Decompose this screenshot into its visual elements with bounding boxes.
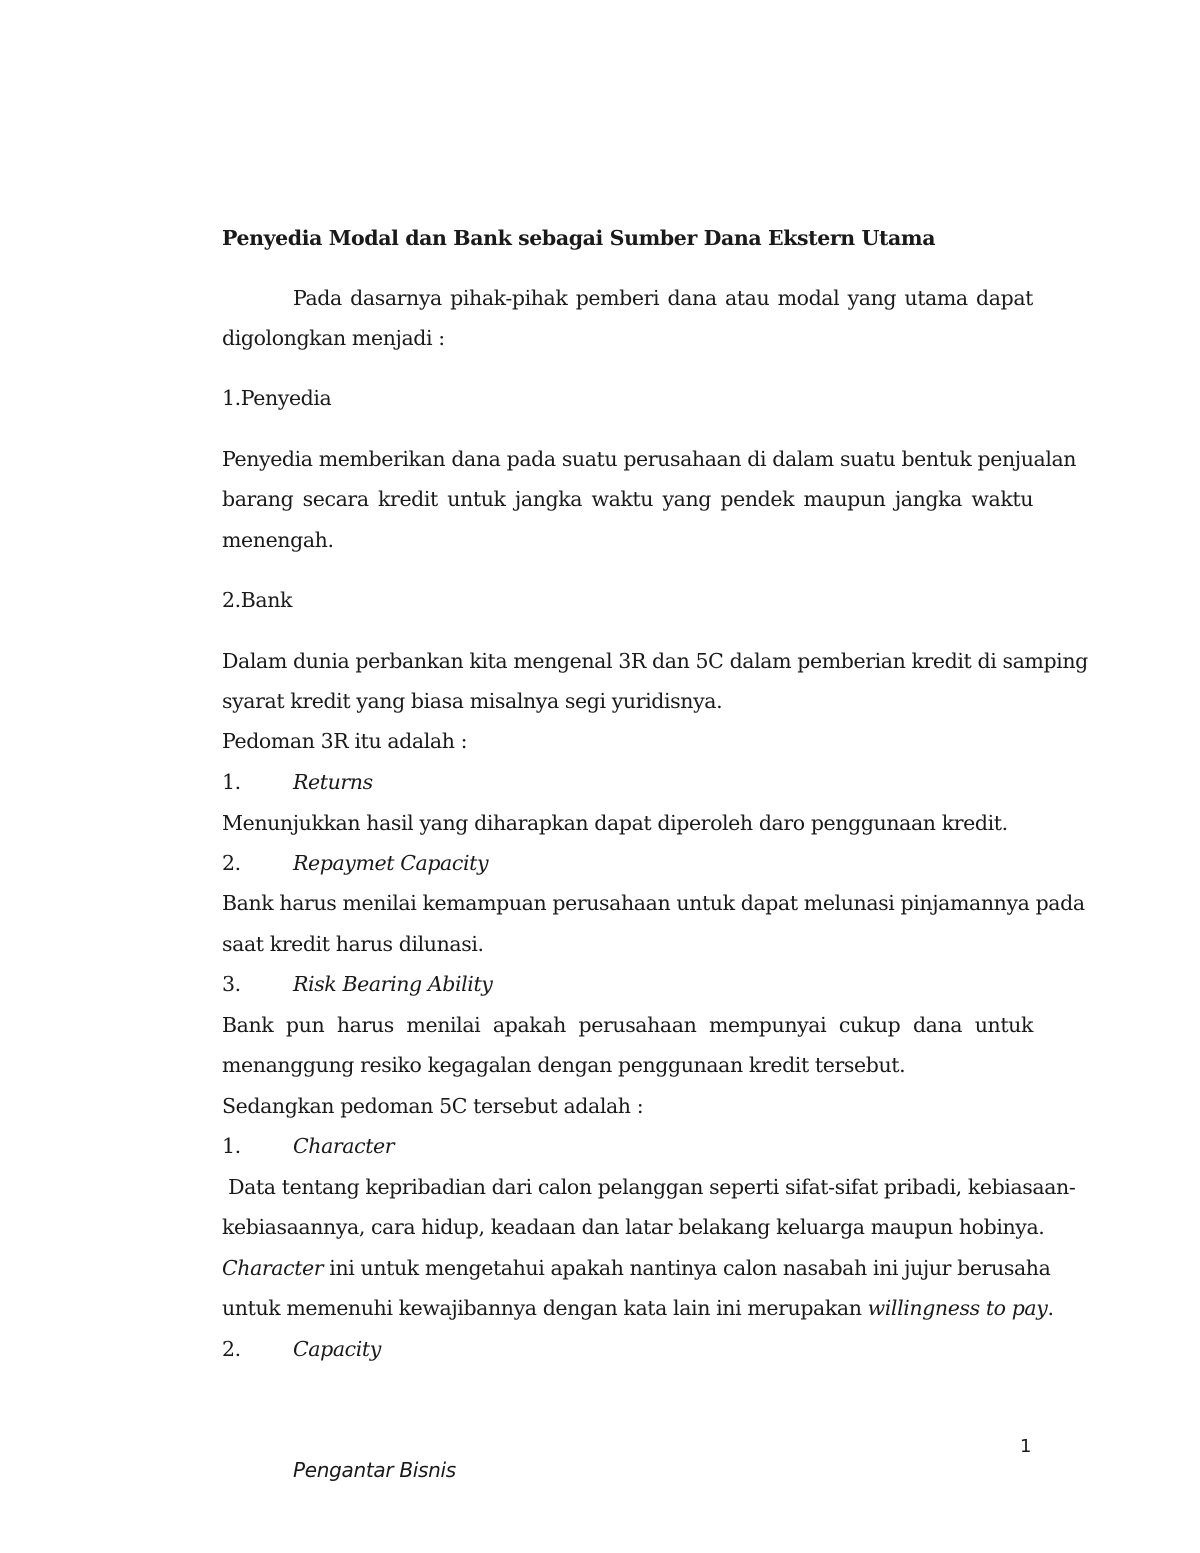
inline-emphasis: Character xyxy=(222,1256,324,1280)
list-label: Character xyxy=(293,1134,395,1158)
list-label: Capacity xyxy=(293,1337,381,1361)
pedoman-3r-intro: Pedoman 3R itu adalah : xyxy=(222,729,468,753)
section-heading-bank: 2.Bank xyxy=(222,588,293,612)
character-paragraph-line: Data tentang kepribadian dari calon pelanggan seperti sifat-sifat pribadi, kebiasaan- xyxy=(222,1175,1076,1199)
character-paragraph-line xyxy=(222,1296,1054,1320)
list-item-description: saat kredit harus dilunasi. xyxy=(222,932,484,956)
list-item-description: Bank harus menilai kemampuan perusahaan untuk dapat melunasi pinjamannya pada xyxy=(222,891,1085,915)
section-heading-penyedia: 1.Penyedia xyxy=(222,386,332,410)
list-label: Returns xyxy=(293,770,373,794)
page-number: 1 xyxy=(1020,1436,1032,1457)
inline-text: untuk memenuhi kewajibannya dengan kata lain ini merupakan xyxy=(222,1296,868,1320)
list-item-risk-bearing-ability xyxy=(222,972,1033,996)
inline-emphasis: willingness to pay xyxy=(867,1296,1048,1320)
list-item-repayment-capacity xyxy=(222,851,1033,875)
list-number: 1. xyxy=(222,770,241,794)
bank-paragraph-line: syarat kredit yang biasa misalnya segi yuridisnya. xyxy=(222,689,723,713)
list-item-description: Menunjukkan hasil yang diharapkan dapat diperoleh daro penggunaan kredit. xyxy=(222,811,1008,835)
list-item-description: Bank pun harus menilai apakah perusahaan mempunyai cukup dana untuk xyxy=(222,1013,1033,1037)
list-number: 1. xyxy=(222,1134,241,1158)
penyedia-paragraph-line: barang secara kredit untuk jangka waktu yang pendek maupun jangka waktu xyxy=(222,487,1033,511)
bank-paragraph-line: Dalam dunia perbankan kita mengenal 3R dan 5C dalam pemberian kredit di samping xyxy=(222,649,1088,673)
list-number: 2. xyxy=(222,1337,241,1361)
penyedia-paragraph-line: menengah. xyxy=(222,528,334,552)
character-paragraph-line: kebiasaannya, cara hidup, keadaan dan latar belakang keluarga maupun hobinya. xyxy=(222,1215,1045,1239)
inline-text: . xyxy=(1047,1296,1054,1320)
list-item-character xyxy=(222,1134,1033,1158)
list-item-capacity xyxy=(222,1337,1033,1361)
pedoman-5c-intro: Sedangkan pedoman 5C tersebut adalah : xyxy=(222,1094,644,1118)
penyedia-paragraph-line: Penyedia memberikan dana pada suatu perusahaan di dalam suatu bentuk penjualan xyxy=(222,447,1077,471)
character-paragraph-line xyxy=(222,1256,1051,1280)
page-footer: Pengantar Bisnis xyxy=(293,1458,456,1482)
list-number: 2. xyxy=(222,851,241,875)
intro-paragraph-line: Pada dasarnya pihak-pihak pemberi dana atau modal yang utama dapat xyxy=(293,286,1033,310)
intro-paragraph-line: digolongkan menjadi : xyxy=(222,326,445,350)
list-item-returns xyxy=(222,770,1033,794)
list-item-description: menanggung resiko kegagalan dengan penggunaan kredit tersebut. xyxy=(222,1053,906,1077)
document-title: Penyedia Modal dan Bank sebagai Sumber Dana Ekstern Utama xyxy=(222,226,936,250)
list-label: Repaymet Capacity xyxy=(293,851,489,875)
list-label: Risk Bearing Ability xyxy=(293,972,493,996)
inline-text: ini untuk mengetahui apakah nantinya calon nasabah ini jujur berusaha xyxy=(323,1256,1051,1280)
list-number: 3. xyxy=(222,972,241,996)
